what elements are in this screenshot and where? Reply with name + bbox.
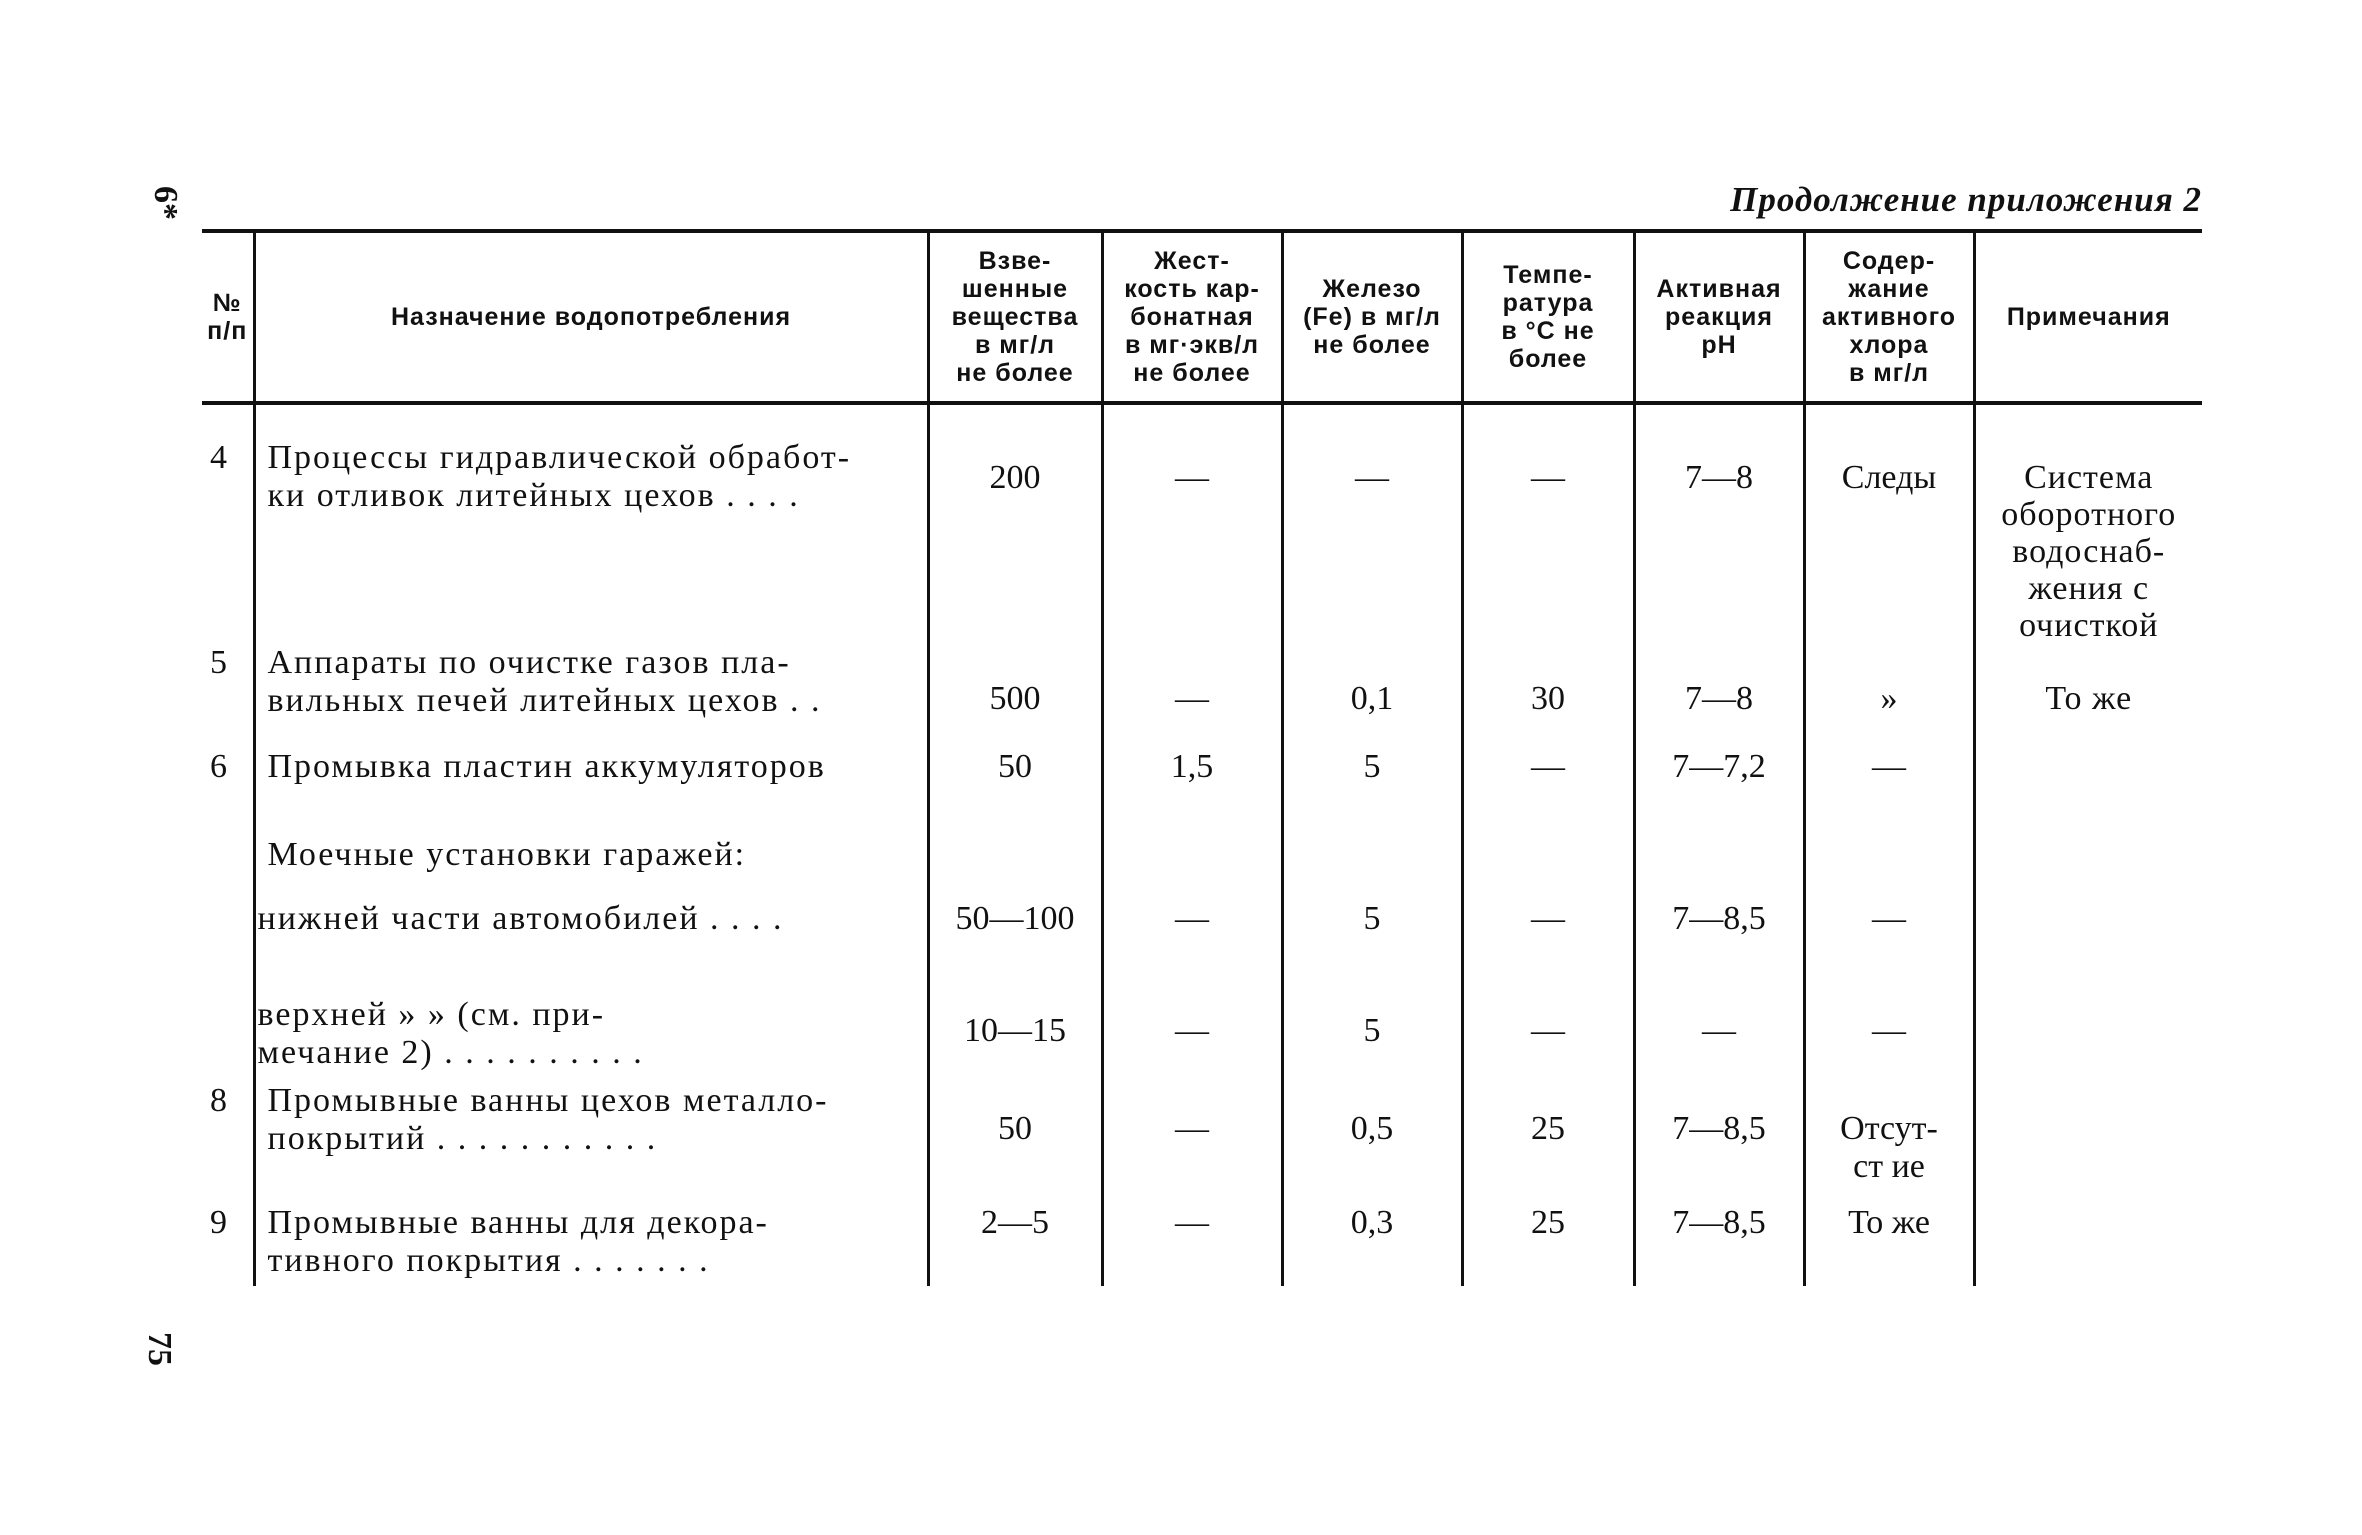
- cell-purpose: Промывные ванны цехов металло- покрытий . . . . . . . . . . .: [254, 1072, 928, 1190]
- table-row: [202, 403, 2202, 644]
- header-notes: Примечания: [1974, 231, 2202, 403]
- cell-notes: [1974, 808, 2202, 878]
- cell-ph: 7—8,5: [1634, 1072, 1804, 1190]
- cell-num: [202, 968, 254, 1072]
- cell-temperature: 25: [1462, 1190, 1634, 1286]
- cell-suspended: 10—15: [928, 968, 1102, 1072]
- cell-suspended: 2—5: [928, 1190, 1102, 1286]
- cell-notes: Система оборотного водоснаб- жения с очисткой: [1974, 403, 2202, 644]
- cell-notes: [1974, 1072, 2202, 1190]
- cell-iron: 0,3: [1282, 1190, 1462, 1286]
- cell-suspended: 50: [928, 1072, 1102, 1190]
- cell-hardness: —: [1102, 403, 1282, 644]
- cell-iron: 5: [1282, 724, 1462, 808]
- table-row: [202, 644, 2202, 724]
- cell-ph: [1634, 808, 1804, 878]
- cell-ph: —: [1634, 968, 1804, 1072]
- header-purpose: Назначение водопотребления: [254, 231, 928, 403]
- water-requirements-table-wrapper: [202, 229, 2202, 1369]
- cell-num: 4: [210, 439, 227, 476]
- cell-hardness: —: [1102, 644, 1282, 724]
- cell-temperature: [1462, 808, 1634, 878]
- cell-iron: —: [1282, 403, 1462, 644]
- water-requirements-table: [202, 229, 2202, 1286]
- cell-purpose: Моечные установки гаражей:: [254, 808, 928, 878]
- table-row: [202, 1072, 2202, 1190]
- cell-purpose: Промывные ванны для декора- тивного покрытия . . . . . . .: [254, 1190, 928, 1286]
- header-row: [202, 231, 2202, 403]
- cell-ph: 7—8,5: [1634, 1190, 1804, 1286]
- cell-suspended: 500: [928, 644, 1102, 724]
- cell-purpose: верхней » » (см. при- мечание 2) . . . . . . . . . .: [254, 968, 928, 1072]
- cell-chlorine: [1804, 808, 1974, 878]
- cell-hardness: —: [1102, 1072, 1282, 1190]
- cell-chlorine: Отсут- ст ие: [1804, 1072, 1974, 1190]
- cell-suspended: 50—100: [928, 878, 1102, 968]
- cell-suspended: [928, 808, 1102, 878]
- header-suspended-solids: Взве- шенные вещества в мг/л не более: [928, 231, 1102, 403]
- cell-iron: 0,5: [1282, 1072, 1462, 1190]
- cell-temperature: —: [1462, 878, 1634, 968]
- cell-ph: 7—8,5: [1634, 878, 1804, 968]
- cell-chlorine: —: [1804, 878, 1974, 968]
- cell-chlorine: То же: [1804, 1190, 1974, 1286]
- cell-suspended: 200: [928, 403, 1102, 644]
- page-number: 75: [141, 1332, 178, 1366]
- cell-temperature: 25: [1462, 1072, 1634, 1190]
- header-num: № п/п: [202, 231, 254, 403]
- cell-chlorine: Следы: [1804, 403, 1974, 644]
- header-carbonate-hardness: Жест- кость кар- бонатная в мг·экв/л не более: [1102, 231, 1282, 403]
- cell-chlorine: —: [1804, 724, 1974, 808]
- cell-temperature: —: [1462, 724, 1634, 808]
- cell-notes: [1974, 1190, 2202, 1286]
- cell-notes: [1974, 968, 2202, 1072]
- table-row: [202, 878, 2202, 968]
- cell-hardness: —: [1102, 878, 1282, 968]
- table-row: [202, 724, 2202, 808]
- cell-num: [202, 878, 254, 968]
- cell-chlorine: —: [1804, 968, 1974, 1072]
- cell-purpose: Процессы гидравлической обработ- ки отливок литейных цехов . . . .: [254, 403, 928, 644]
- cell-num: 9: [210, 1204, 227, 1241]
- cell-iron: 5: [1282, 968, 1462, 1072]
- cell-ph: 7—8: [1634, 644, 1804, 724]
- header-ph: Активная реакция pH: [1634, 231, 1804, 403]
- cell-ph: 7—8: [1634, 403, 1804, 644]
- table-row: [202, 808, 2202, 878]
- cell-num: [202, 808, 254, 878]
- cell-iron: [1282, 808, 1462, 878]
- cell-chlorine: »: [1804, 644, 1974, 724]
- table-header: [202, 231, 2202, 403]
- margin-sheet-mark: 6*: [147, 186, 184, 220]
- cell-iron: 0,1: [1282, 644, 1462, 724]
- table-body: [202, 403, 2202, 1286]
- cell-num: 8: [210, 1082, 227, 1119]
- table-row: [202, 1190, 2202, 1286]
- cell-ph: 7—7,2: [1634, 724, 1804, 808]
- cell-num: 6: [210, 748, 227, 785]
- table-row: [202, 968, 2202, 1072]
- header-temperature: Темпе- ратура в °С не более: [1462, 231, 1634, 403]
- cell-notes: [1974, 724, 2202, 808]
- cell-purpose: Промывка пластин аккумуляторов: [254, 724, 928, 808]
- cell-purpose: нижней части автомобилей . . . .: [254, 878, 928, 968]
- cell-temperature: 30: [1462, 644, 1634, 724]
- cell-suspended: 50: [928, 724, 1102, 808]
- cell-temperature: —: [1462, 968, 1634, 1072]
- cell-notes: То же: [1974, 644, 2202, 724]
- cell-hardness: —: [1102, 968, 1282, 1072]
- cell-temperature: —: [1462, 403, 1634, 644]
- cell-hardness: [1102, 808, 1282, 878]
- cell-num: 5: [210, 644, 227, 681]
- page-caption: Продолжение приложения 2: [1730, 180, 2202, 219]
- header-iron: Железо (Fe) в мг/л не более: [1282, 231, 1462, 403]
- header-active-chlorine: Содер- жание активного хлора в мг/л: [1804, 231, 1974, 403]
- cell-purpose: Аппараты по очистке газов пла- вильных печей литейных цехов . .: [254, 644, 928, 724]
- cell-hardness: 1,5: [1102, 724, 1282, 808]
- cell-hardness: —: [1102, 1190, 1282, 1286]
- cell-iron: 5: [1282, 878, 1462, 968]
- cell-notes: [1974, 878, 2202, 968]
